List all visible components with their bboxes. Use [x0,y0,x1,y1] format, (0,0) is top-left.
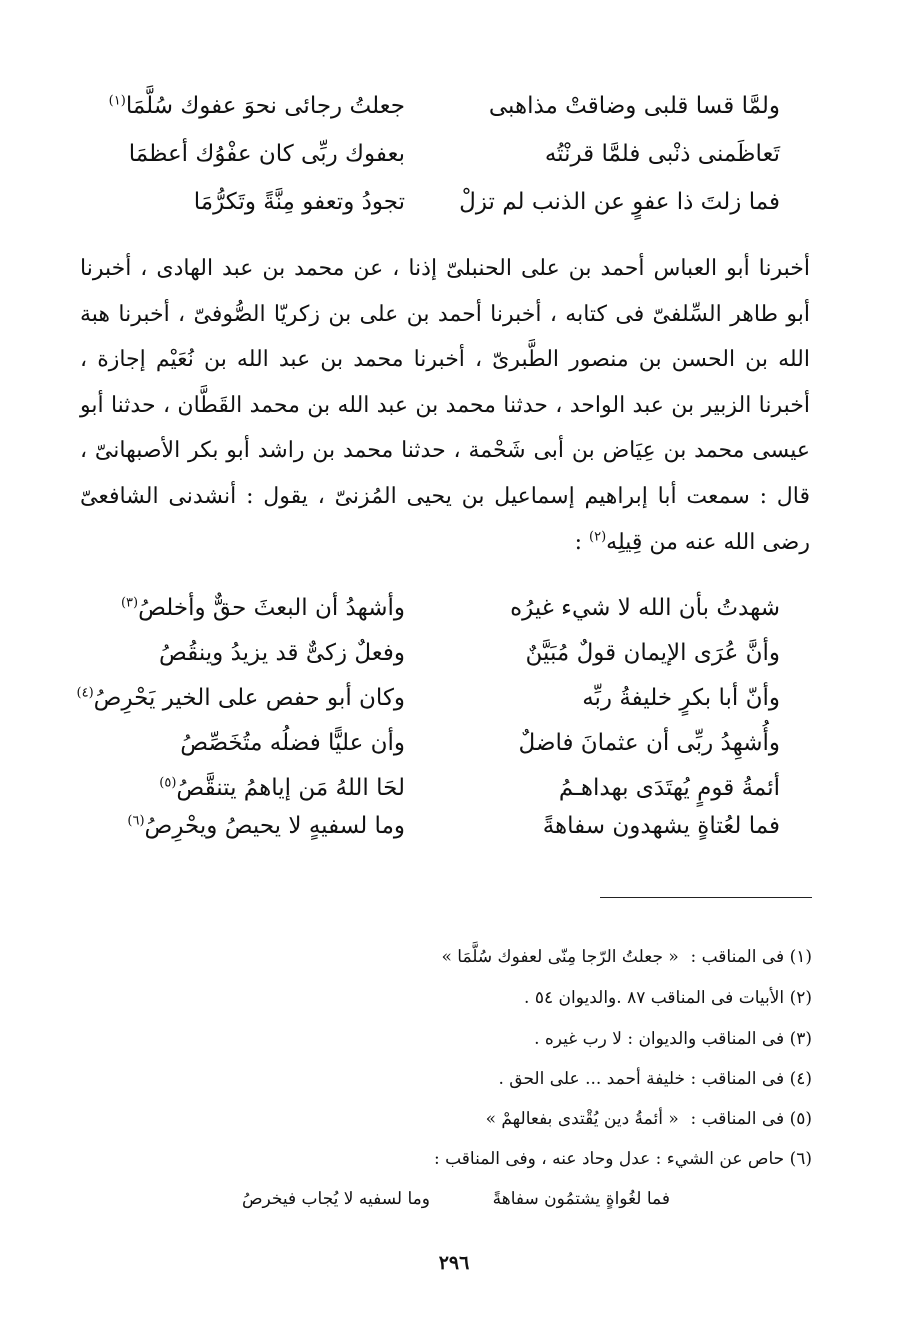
isnad-paragraph [80,246,810,565]
verse-first-hemistich: فما زلتَ ذا عفوٍ عن الذنب لم تزلْ [459,189,780,215]
verse-line [90,182,780,222]
isnad-text: أخبرنا أبو العباس أحمد بن على الحنبلىّ إذنا ، عن محمد بن عبد الهادى ، أخبرنا أبو طاهر السِّلفىّ فى كتابه ، أخبرنا أحمد بن على بن زكريّا الصُّوفىّ ، أخبرنا هبة الله بن الحسن بن منصور الطَّبرىّ ، أخبرنا محمد بن عبد الله بن نُعَيْم إجازة ، أخبرنا الزبير بن عبد الواحد ، حدثنا محمد بن عبد الله بن محمد القَطَّان ، حدثنا أبو عيسى محمد بن عِيَاض بن أبى شَحْمة ، حدثنا محمد بن راشد أبو بكر الأصبهانىّ ، قال : سمعت أبا إبراهيم إسماعيل بن يحيى المُزنىّ ، يقول : أنشدنى الشافعىّ رضى الله عنه من قِيلِه [80,256,810,555]
footnote-text: « جعلتُ الرّجا مِنّى لعفوك سُلَّمَا » [441,947,679,967]
verse-line [90,588,780,628]
page-number: ٢٩٦ [438,1252,470,1274]
footnote-verse-first-hemistich: فما لغُواةٍ يشتمُون سفاهةً [492,1189,670,1209]
verse-first-hemistich: أئمةُ قومٍ يُهتَدَى بهداهـمُ [558,775,780,801]
footnote-label: فى المناقب : [690,947,785,967]
verse-first-hemistich: وأنّ أبا بكرٍ خليفةُ ربِّه [582,685,780,711]
verse-second-hemistich [75,86,405,126]
isnad-end: : [574,529,590,555]
verse-second-hemistich: وفعلٌ زكىٌّ قد يزيدُ وينقُصُ [159,640,405,666]
verse-second-hemistich: بعفوك ربِّى كان عفْوُك أعظمَا [128,141,405,167]
hemistich-text: وكان أبو حفص على الخير يَحْرِصُ [93,685,405,711]
verse-first-hemistich: فما لعُتاةٍ يشهدون سفاهةً [542,813,780,839]
footnote [92,1144,812,1174]
verse-line [90,134,780,174]
verse-first-hemistich: تَعاظَمنى ذنْبى فلمَّا قرنْتُه [544,141,780,167]
footnote-marker: (٥) [159,775,177,791]
footnote-number: (٦) [789,1149,812,1169]
footnote-marker: (٣) [120,595,139,611]
verse-first-hemistich: شهدتُ بأن الله لا شيء غيرُه [510,595,780,621]
hemistich-text: وأشهدُ أن البعثَ حقٌّ وأخلصُ [138,595,405,621]
footnote-separator [600,897,812,898]
footnote-text: حاص عن الشيء : عدل وحاد عنه ، وفى المناقب : [433,1149,785,1169]
footnote-text: فى المناقب والديوان : لا رب غيره . [534,1029,785,1049]
footnote-label: فى المناقب : [690,1109,785,1129]
verse-first-hemistich: ولمَّا قسا قلبى وضاقتْ مذاهبى [488,93,780,119]
verse-second-hemistich: وأن عليًّا فضلُه متُخَصِّصُ [180,730,405,756]
footnote-number: (٣) [789,1029,812,1049]
verse-first-hemistich: وأُشهِدُ ربِّى أن عثمانَ فاضلٌ [518,730,780,756]
footnote-text: فى المناقب : خليفة أحمد ... على الحق . [498,1069,785,1089]
hemistich-text: لحَا اللهُ مَن إياهمُ يتنقَّصُ [176,775,405,801]
footnote-marker: (٦) [127,813,145,829]
footnote-number: (٢) [789,988,812,1008]
verse-second-hemistich [75,806,405,846]
footnote-marker: (١) [108,93,126,109]
verse-line [90,806,780,846]
footnote-verse-second-hemistich: وما لسفيه لا يُجاب فيخرصُ [241,1189,430,1209]
footnote [92,942,812,972]
verse-line [90,633,780,673]
hemistich-text: وما لسفيهٍ لا يحيصُ ويحْرِصُ [144,813,405,839]
verse-line [90,768,780,808]
verse-second-hemistich [75,768,405,808]
verse-line [76,678,780,718]
verse-second-hemistich: تجودُ وتعفو مِنَّةً وتَكرُّمَا [193,189,405,215]
footnote [92,1104,812,1134]
footnote-text: الأبيات فى المناقب ٨٧ .والديوان ٥٤ . [524,988,785,1008]
verse-second-hemistich [75,588,405,628]
footnote-number: (٥) [789,1109,812,1129]
hemistich-text: جعلتُ رجائى نحوَ عفوك سُلَّمَا [125,93,405,119]
verse-first-hemistich: وأنَّ عُرَى الإيمان قولٌ مُبَيَّنٌ [525,640,780,666]
verse-line [90,723,780,763]
footnote [92,1064,812,1094]
footnote [92,983,812,1013]
verse-line [90,86,780,126]
verse-second-hemistich [75,678,405,718]
footnote-number: (١) [789,947,812,967]
footnote-verse [230,1184,670,1214]
footnote-number: (٤) [789,1069,812,1089]
footnote [92,1024,812,1054]
footnote-text: « أئمةُ دين يُقْتدى بفعالهمْ » [485,1109,679,1129]
footnote-marker: (٢) [589,529,607,545]
footnote-marker: (٤) [76,685,94,701]
